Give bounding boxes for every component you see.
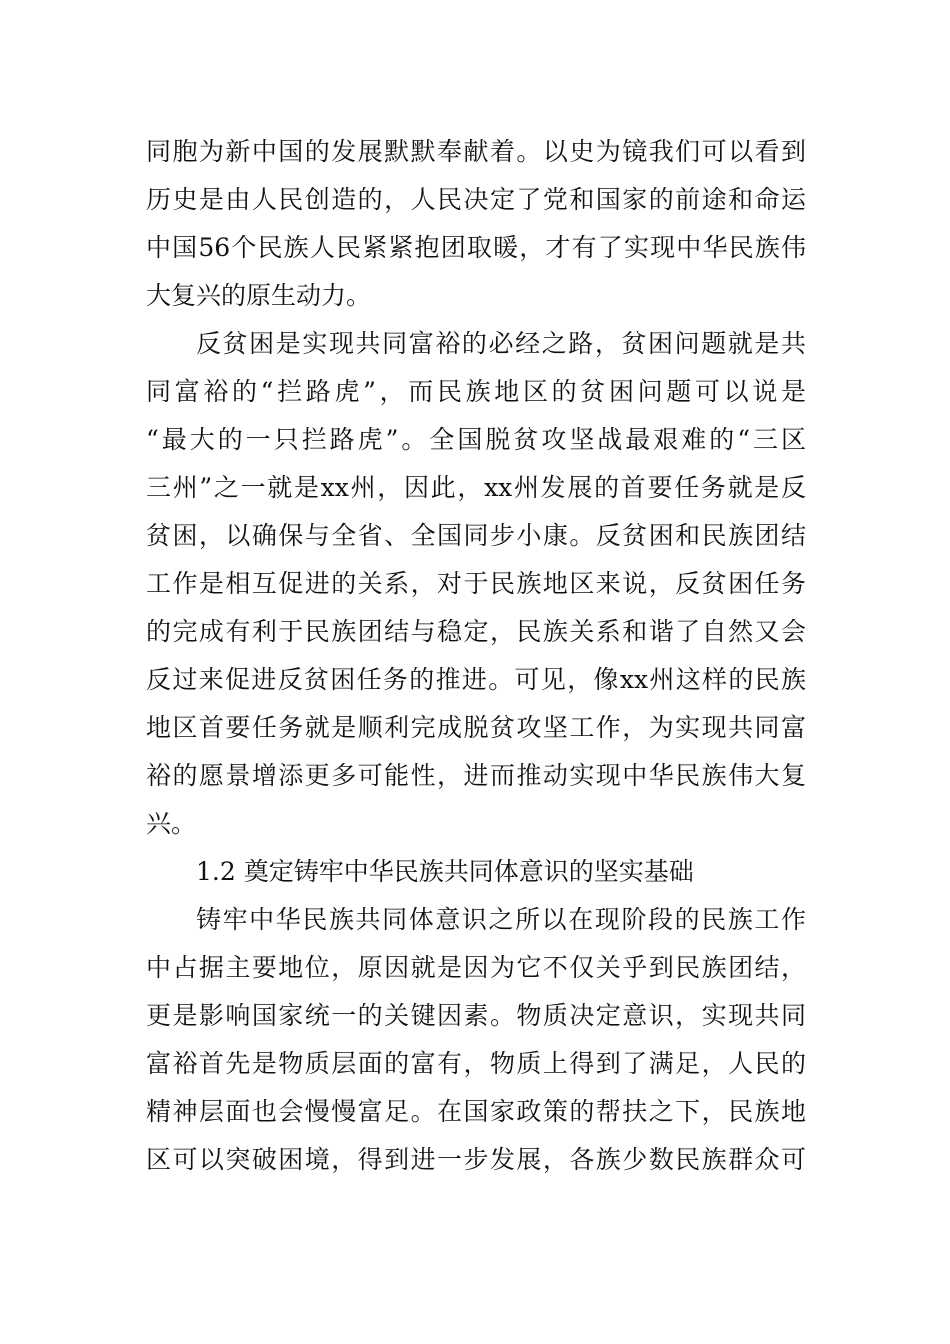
paragraph-line: 同胞为新中国的发展默默奉献着。以史为镜我们可以看到: [146, 137, 806, 166]
section-heading: [146, 848, 806, 896]
paragraph-line: 中国56个民族人民紧紧抱团取暖，才有了实现中华民族伟: [146, 233, 806, 262]
paragraph-line: 反过来促进反贫困任务的推进。可见，像xx州这样的民族: [146, 665, 806, 694]
paragraph-line: 贫困，以确保与全省、全国同步小康。反贫困和民族团结: [146, 521, 806, 550]
paragraph-1: [146, 128, 806, 320]
paragraph-line: 中占据主要地位，原因就是因为它不仅关乎到民族团结，: [146, 953, 806, 982]
paragraph-line: 区可以突破困境，得到进一步发展，各族少数民族群众可: [146, 1145, 806, 1174]
paragraph-2: [146, 320, 806, 848]
paragraph-line: 反贫困是实现共同富裕的必经之路，贫困问题就是共: [196, 329, 806, 358]
paragraph-3: [146, 896, 806, 1184]
paragraph-line: 大复兴的原生动力。: [146, 281, 372, 310]
paragraph-line: 富裕首先是物质层面的富有，物质上得到了满足，人民的: [146, 1049, 806, 1078]
paragraph-line: 历史是由人民创造的，人民决定了党和国家的前途和命运: [146, 185, 806, 214]
section-heading-text: 1.2 奠定铸牢中华民族共同体意识的坚实基础: [196, 857, 694, 886]
paragraph-line: 兴。: [146, 809, 197, 838]
paragraph-line: 地区首要任务就是顺利完成脱贫攻坚工作，为实现共同富: [146, 713, 806, 742]
paragraph-line: 精神层面也会慢慢富足。在国家政策的帮扶之下，民族地: [146, 1097, 806, 1126]
paragraph-line: 更是影响国家统一的关键因素。物质决定意识，实现共同: [146, 1001, 806, 1030]
paragraph-line: 工作是相互促进的关系，对于民族地区来说，反贫困任务: [146, 569, 806, 598]
paragraph-line: 同富裕的“拦路虎”，而民族地区的贫困问题可以说是: [146, 377, 806, 406]
document-body: [146, 128, 806, 1184]
paragraph-line: 铸牢中华民族共同体意识之所以在现阶段的民族工作: [196, 905, 806, 934]
paragraph-line: 裕的愿景增添更多可能性，进而推动实现中华民族伟大复: [146, 761, 806, 790]
paragraph-line: 三州”之一就是xx州，因此，xx州发展的首要任务就是反: [146, 473, 806, 502]
paragraph-line: “最大的一只拦路虎”。全国脱贫攻坚战最艰难的“三区: [146, 425, 806, 454]
paragraph-line: 的完成有利于民族团结与稳定，民族关系和谐了自然又会: [146, 617, 806, 646]
